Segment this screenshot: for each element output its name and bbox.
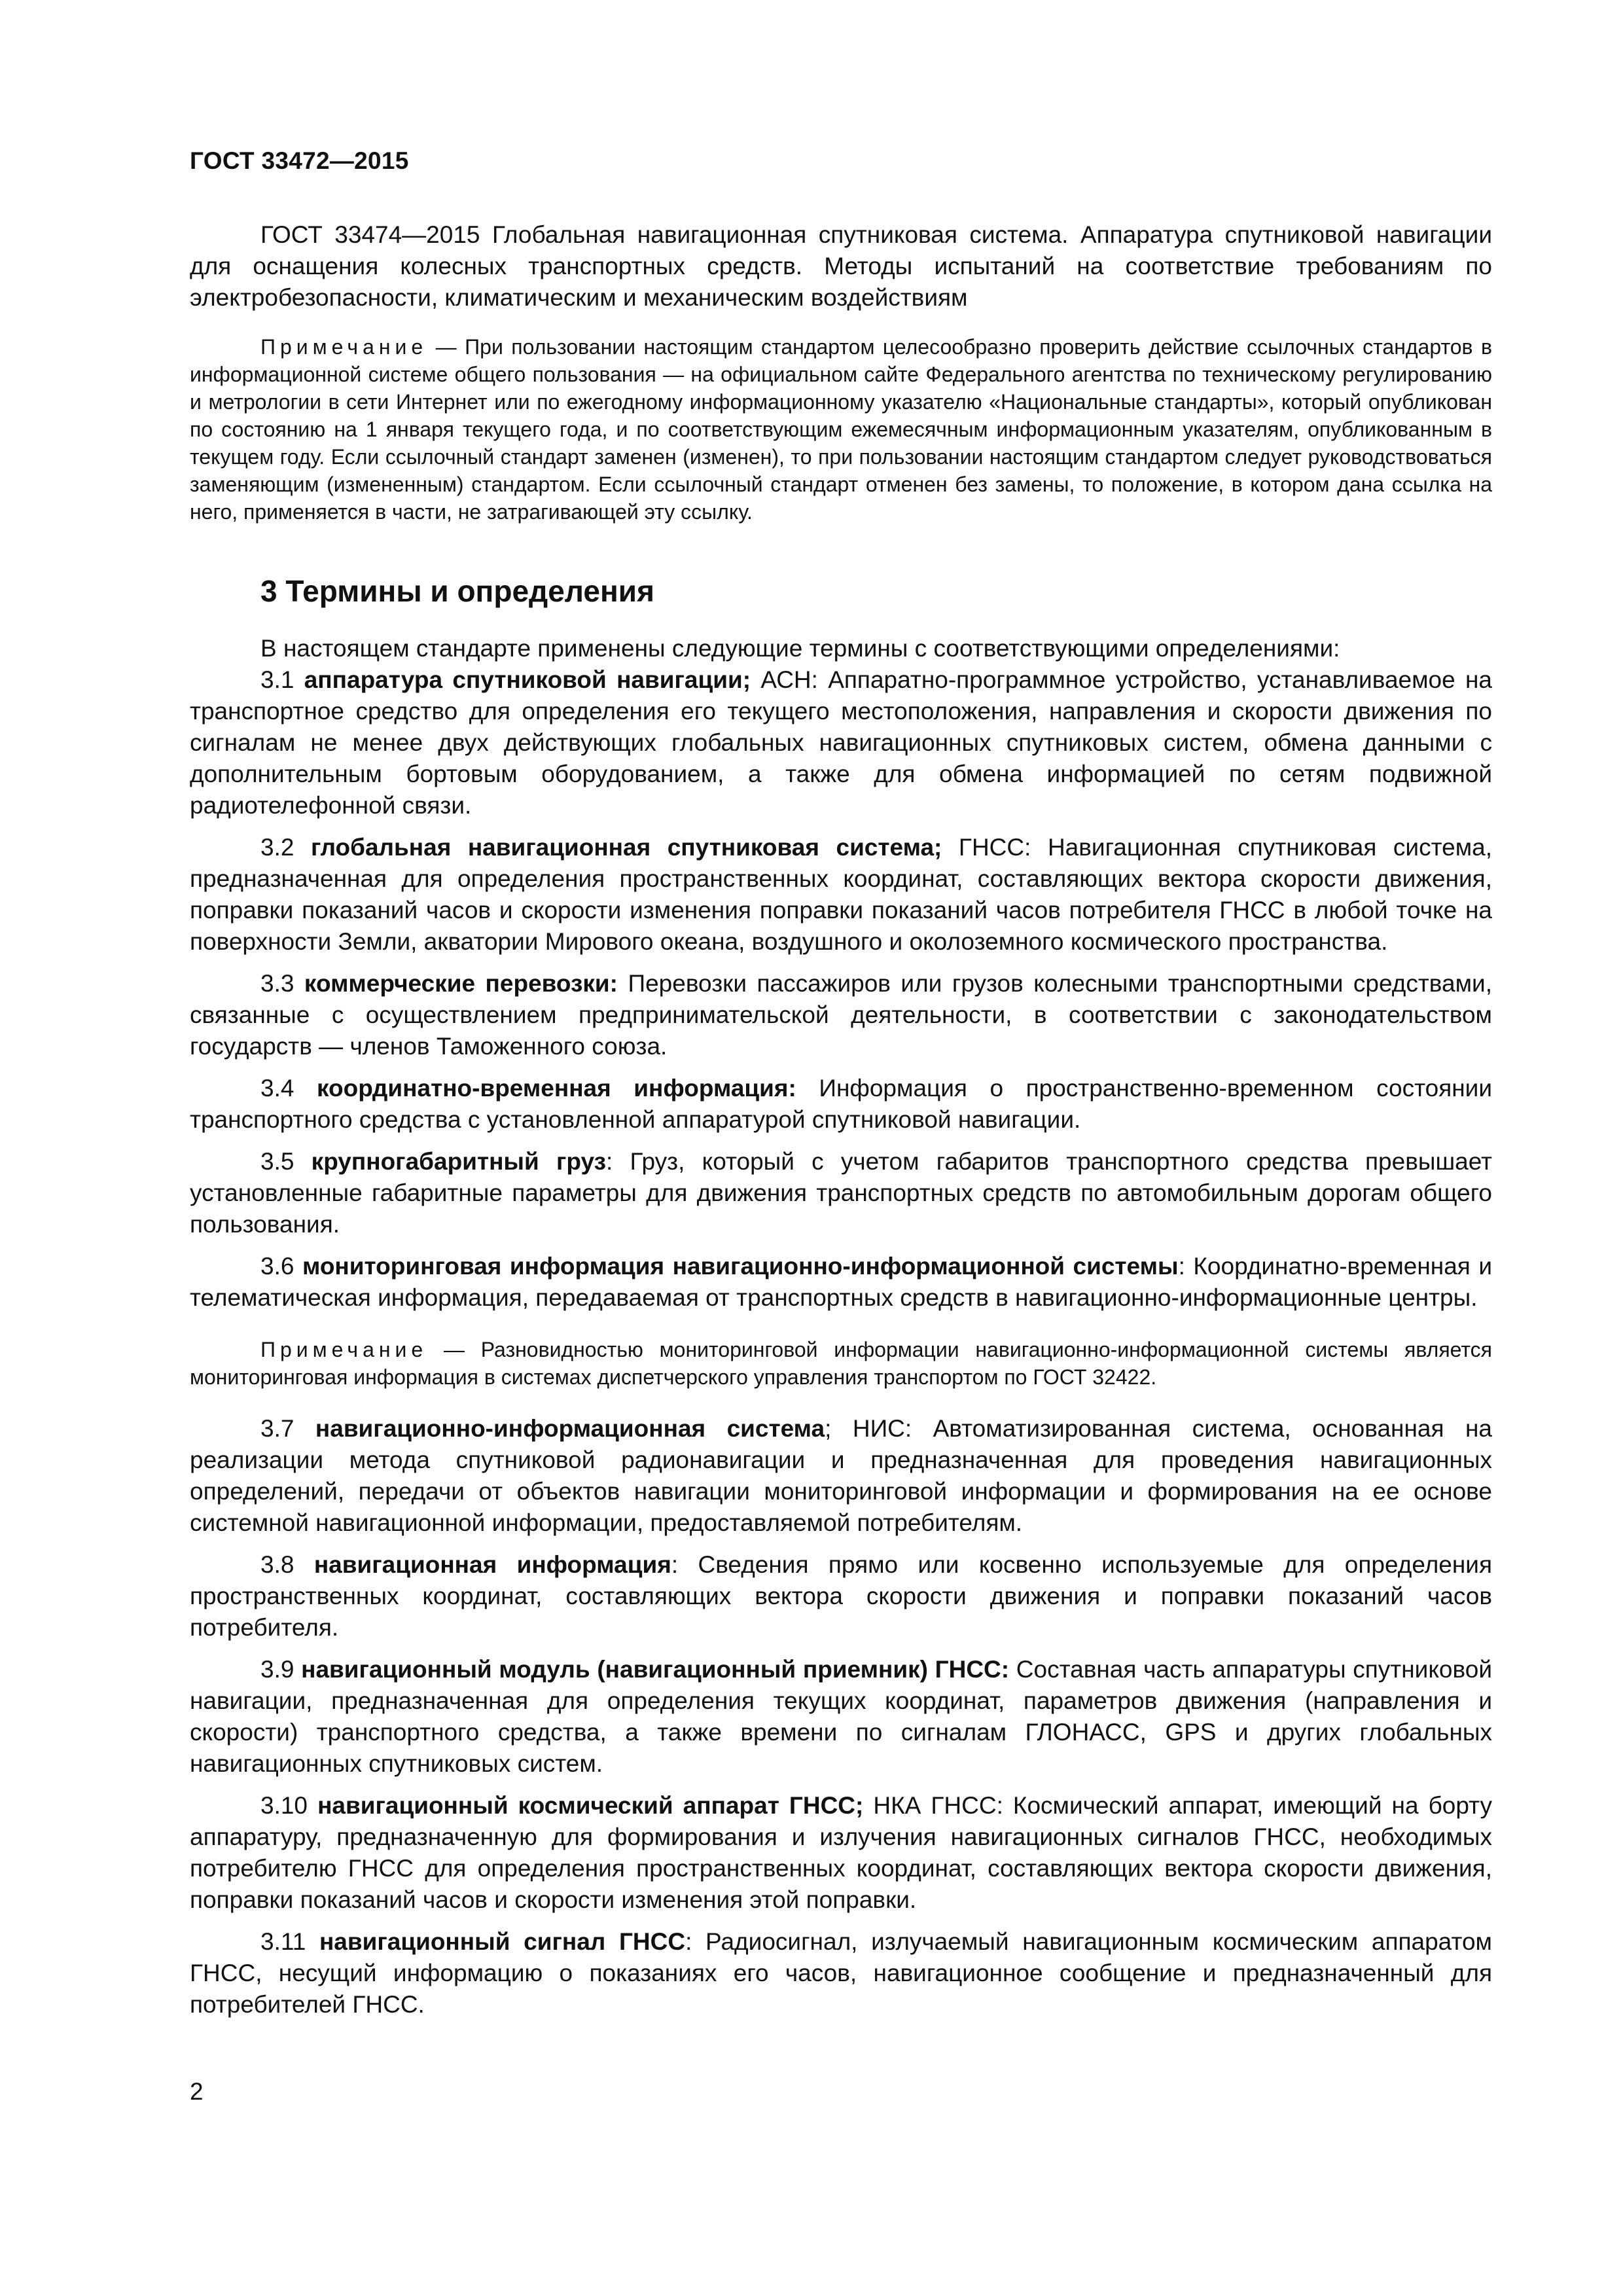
term-definition: : Груз, который с учетом габаритов транспортного средства превышает установленные габаритные параметры для движения транспортных средств по автомобильным дорогам общего пользования. (190, 1148, 1492, 1238)
page-number: 2 (190, 2078, 204, 2105)
normative-reference: ГОСТ 33474—2015 Глобальная навигационная спутниковая система. Аппаратура спутниковой навигации для оснащения колесных транспортных средств. Методы испытаний на соответствие требованиям по электробезопасности, климатическим и механическим воздействиям (190, 221, 1492, 311)
term-note (190, 1336, 1492, 1391)
term-definition: : Координатно-временная и телематическая информация, передаваемая от транспортных средств в навигационно-информационные центры. (190, 1253, 1492, 1311)
term-definition: НКА ГНСС: Космический аппарат, имеющий на борту аппаратуру, предназначенную для формирования и излучения навигационных сигналов ГНСС, необходимых потребителю ГНСС для определения пространственных координат, составляющих вектора скорости движения, поправки показаний часов и скорости изменения этой поправки. (190, 1792, 1493, 1913)
term-number: 3.4 (260, 1075, 317, 1102)
term-entry (190, 1413, 1492, 1539)
section-intro: В настоящем стандарте применены следующие термины с соответствующими определениями: (260, 635, 1340, 662)
term-definition: Информация о пространственно-временном состоянии транспортного средства с установленной аппаратурой спутниковой навигации. (190, 1075, 1493, 1133)
term-entry (190, 1790, 1492, 1916)
term-definition: ; НИС: Автоматизированная система, основанная на реализации метода спутниковой радионавигации и предназначенная для проведения навигационных определений, передачи от объектов навигации мониторинговой информации и формирования на ее основе системной навигационной информации, предоставляемой потребителям. (190, 1415, 1492, 1536)
term-number: 3.11 (260, 1928, 319, 1955)
term-name: глобальная навигационная спутниковая система; (310, 834, 942, 861)
term-number: 3.3 (260, 970, 304, 997)
term-definition: АСН: Аппаратно-программное устройство, устанавливаемое на транспортное средство для определения его текущего местоположения, направления и скорости движения по сигналам не менее двух действующих глобальных навигационных спутниковых систем, обмена данными с дополнительным бортовым оборудованием, а также для обмена информацией по сетям подвижной радиотелефонной связи. (190, 666, 1492, 819)
term-number: 3.7 (260, 1415, 315, 1442)
note-text: — Разновидностью мониторинговой информации навигационно-информационной системы является мониторинговая информация в системах диспетчерского управления транспортом по ГОСТ 32422. (190, 1338, 1492, 1389)
section-heading: 3 Термины и определения (260, 574, 654, 608)
term-name: навигационный модуль (навигационный приемник) ГНСС: (301, 1656, 1010, 1683)
term-entry (190, 1251, 1492, 1314)
term-definition: ГНСС: Навигационная спутниковая система, предназначенная для определения пространственных координат, составляющих вектора скорости движения, поправки показаний часов и скорости изменения поправки показаний часов потребителя ГНСС в любой точке на поверхности Земли, акватории Мирового океана, воздушного и околоземного космического пространства. (190, 834, 1493, 955)
term-entry (190, 832, 1492, 958)
term-definition: Составная часть аппаратуры спутниковой навигации, предназначенная для определения текущих координат, параметров движения (направления и скорости) транспортного средства, а также времени по сигналам ГЛОНАСС, GPS и других глобальных навигационных спутниковых систем. (190, 1656, 1492, 1777)
term-name: мониторинговая информация навигационно-информационной системы (302, 1253, 1179, 1280)
term-entry (190, 1549, 1492, 1643)
term-number: 3.5 (260, 1148, 312, 1175)
term-entry (190, 1654, 1492, 1780)
term-name: навигационная информация (313, 1551, 671, 1578)
term-definition: : Сведения прямо или косвенно используемые для определения пространственных координат, составляющих вектора скорости движения и поправки показаний часов потребителя. (190, 1551, 1492, 1641)
term-number: 3.2 (260, 834, 311, 861)
note-label: Примечание (260, 335, 428, 359)
term-number: 3.9 (260, 1656, 302, 1683)
term-entry (190, 968, 1492, 1062)
note-text: — При пользовании настоящим стандартом целесообразно проверить действие ссылочных стандартов в информационной системе общего пользования — на официальном сайте Федерального агентства по техническому регулированию и метрологии в сети Интернет или по ежегодному информационному указателю «Национальные стандарты», который опубликован по состоянию на 1 января текущего года, и по соответствующим ежемесячным информационным указателям, опубликованным в текущем году. Если ссылочный стандарт заменен (изменен), то при пользовании настоящим стандартом следует руководствоваться заменяющим (измененным) стандартом. Если ссылочный стандарт отменен без замены, то положение, в котором дана ссылка на него, применяется в части, не затрагивающей эту ссылку. (190, 335, 1492, 524)
term-number: 3.1 (260, 666, 304, 693)
term-name: аппаратура спутниковой навигации; (304, 666, 751, 693)
page-content (190, 219, 1492, 2020)
note-label: Примечание (260, 1338, 428, 1361)
term-name: навигационно-информационная система (315, 1415, 825, 1442)
term-entry (190, 1926, 1492, 2020)
term-entry (190, 664, 1492, 821)
term-entry (190, 1146, 1492, 1240)
term-name: крупногабаритный груз (311, 1148, 606, 1175)
term-definition: Перевозки пассажиров или грузов колесными транспортными средствами, связанные с осуществлением предпринимательской деятельности, в соответствии с законодательством государств — членов Таможенного союза. (190, 970, 1492, 1060)
term-name: координатно-временная информация: (317, 1075, 796, 1102)
term-name: навигационный сигнал ГНСС (319, 1928, 686, 1955)
term-number: 3.10 (260, 1792, 318, 1819)
term-name: коммерческие перевозки: (304, 970, 618, 997)
term-number: 3.6 (260, 1253, 302, 1280)
running-header: ГОСТ 33472—2015 (190, 147, 409, 174)
term-number: 3.8 (260, 1551, 314, 1578)
term-entry (190, 1073, 1492, 1136)
term-name: навигационный космический аппарат ГНСС; (317, 1792, 864, 1819)
reference-note (190, 333, 1492, 526)
term-definition: : Радиосигнал, излучаемый навигационным космическим аппаратом ГНСС, несущий информацию о показаниях его часов, навигационное сообщение и предназначенный для потребителей ГНСС. (190, 1928, 1492, 2018)
